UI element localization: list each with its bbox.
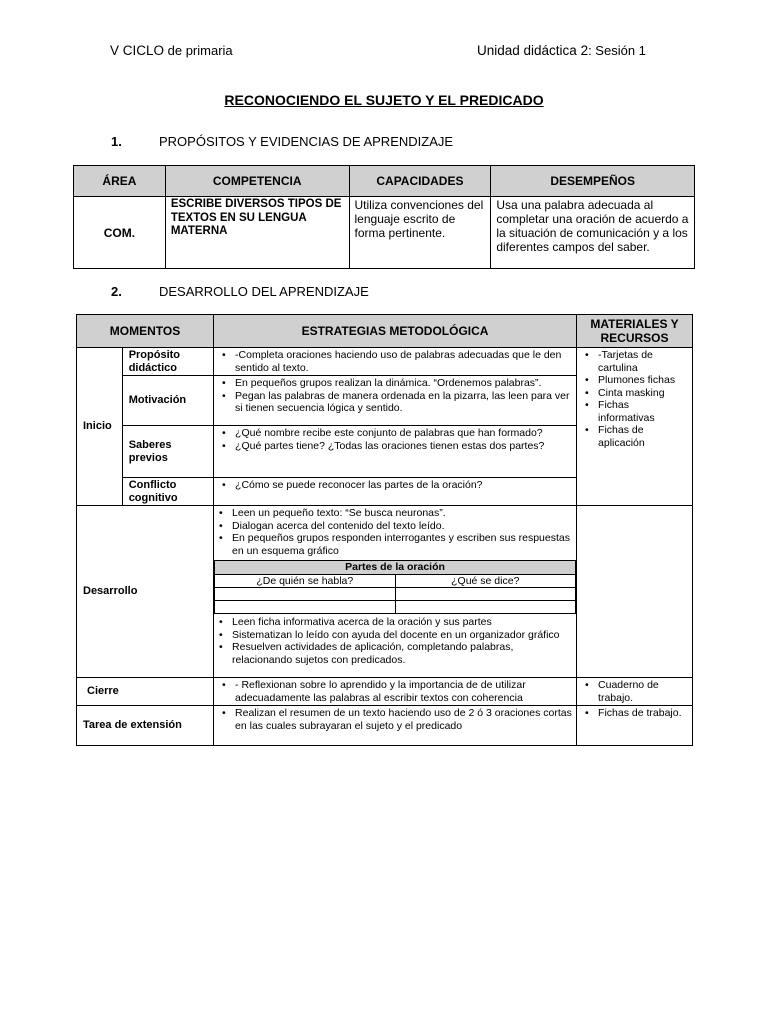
list-item: • En pequeños grupos responden interrogantes y escriben sus respuestas en un esquema gráfico — [232, 532, 572, 557]
materials-desarrollo — [577, 506, 693, 678]
list-item: • -Tarjetas de cartulina — [598, 349, 688, 374]
sub-saberes: Saberes previos — [122, 426, 213, 478]
moment-desarrollo: Desarrollo — [77, 506, 214, 678]
list-item: • En pequeños grupos realizan la dinámica. “Ordenemos palabras”. — [235, 377, 572, 390]
list-item: • - Reflexionan sobre lo aprendido y la importancia de de utilizar adecuadamente las palabras al escribir textos con coherencia — [235, 679, 572, 704]
header-cycle: V CICLO — [110, 43, 165, 58]
strategy-conflicto — [214, 478, 577, 506]
strategy-motivacion — [214, 376, 577, 426]
header-unit: Unidad didáctica 2 — [477, 43, 589, 58]
list-item: • Sistematizan lo leído con ayuda del docente en un organizador gráfico — [232, 629, 572, 642]
col-area: ÁREA — [74, 166, 166, 197]
competencia-cell: ESCRIBE DIVERSOS TIPOS DE TEXTOS EN SU LENGUA MATERNA — [165, 197, 349, 269]
list-item: • Cinta masking — [598, 387, 688, 400]
document-title: RECONOCIENDO EL SUJETO Y EL PREDICADO — [224, 92, 544, 108]
purposes-table — [73, 165, 695, 269]
table-row — [77, 678, 693, 706]
col-competencia: COMPETENCIA — [165, 166, 349, 197]
list-item: • Leen ficha informativa acerca de la oración y sus partes — [232, 616, 572, 629]
list-item: • Resuelven actividades de aplicación, completando palabras, relacionando sujetos con predicados. — [232, 641, 572, 666]
sentence-parts-table — [214, 560, 576, 614]
purposes-row — [74, 197, 695, 269]
page-header-right — [477, 43, 646, 58]
list-item: • Fichas informativas — [598, 399, 688, 424]
purposes-header-row — [74, 166, 695, 197]
sub-proposito: Propósito didáctico — [122, 348, 213, 376]
strategy-desarrollo — [214, 506, 577, 678]
desempenos-cell: Usa una palabra adecuada al completar una oración de acuerdo a la situación de comunicación y a los diferentes campos del saber. — [491, 197, 695, 269]
col-capacidades: CAPACIDADES — [349, 166, 491, 197]
list-item: • -Completa oraciones haciendo uso de palabras adecuadas que le den sentido al texto. — [235, 349, 572, 374]
list-item: • Realizan el resumen de un texto haciendo uso de 2 ó 3 oraciones cortas en las cuales subrayaran el sujeto y el predicado — [235, 707, 572, 732]
strategy-tarea — [214, 706, 577, 746]
learning-development-table — [76, 314, 693, 746]
list-item: • Fichas de trabajo. — [598, 707, 688, 720]
development-header-row — [77, 315, 693, 348]
page-header-left — [110, 43, 233, 58]
col-what: ¿Qué se dice? — [395, 574, 576, 588]
list-item: • Pegan las palabras de manera ordenada en la pizarra, las leen para ver si tienen secuencia lógica y sentido. — [235, 390, 572, 415]
list-item: • ¿Qué nombre recibe este conjunto de palabras que han formado? — [235, 427, 572, 440]
sentence-parts-title: Partes de la oración — [215, 561, 576, 575]
strategy-saberes — [214, 426, 577, 478]
strategy-proposito — [214, 348, 577, 376]
strategy-cierre — [214, 678, 577, 706]
header-session: : Sesión 1 — [588, 43, 646, 58]
table-row — [77, 348, 693, 376]
empty-cell — [215, 588, 396, 601]
list-item: • ¿Cómo se puede reconocer las partes de la oración? — [235, 479, 572, 492]
col-desempenos: DESEMPEÑOS — [491, 166, 695, 197]
table-row — [77, 706, 693, 746]
col-materiales: MATERIALES Y RECURSOS — [577, 315, 693, 348]
empty-cell — [215, 601, 396, 614]
moment-tarea: Tarea de extensión — [77, 706, 214, 746]
col-momentos: MOMENTOS — [77, 315, 214, 348]
col-who: ¿De quién se habla? — [215, 574, 396, 588]
list-item: • ¿Qué partes tiene? ¿Todas las oraciones tienen estas dos partes? — [235, 440, 572, 453]
materials-inicio — [577, 348, 693, 506]
moment-cierre: Cierre — [77, 678, 214, 706]
list-item: • Cuaderno de trabajo. — [598, 679, 688, 704]
col-estrategias: ESTRATEGIAS METODOLÓGICA — [214, 315, 577, 348]
sub-conflicto: Conflicto cognitivo — [122, 478, 213, 506]
moment-inicio: Inicio — [77, 348, 123, 506]
empty-cell — [395, 601, 576, 614]
list-item: • Fichas de aplicación — [598, 424, 688, 449]
section-1-number: 1. — [111, 134, 122, 149]
table-row — [77, 506, 693, 678]
materials-tarea — [577, 706, 693, 746]
empty-cell — [395, 588, 576, 601]
sub-motivacion: Motivación — [122, 376, 213, 426]
capacidades-cell: Utiliza convenciones del lenguaje escrito de forma pertinente. — [349, 197, 491, 269]
list-item: • Dialogan acerca del contenido del texto leído. — [232, 520, 572, 533]
materials-cierre — [577, 678, 693, 706]
list-item: • Leen un pequeño texto: “Se busca neuronas”. — [232, 507, 572, 520]
section-2-label: DESARROLLO DEL APRENDIZAJE — [159, 284, 369, 299]
section-2-number: 2. — [111, 284, 122, 299]
area-cell: COM. — [74, 197, 166, 269]
section-1-label: PROPÓSITOS Y EVIDENCIAS DE APRENDIZAJE — [159, 134, 454, 149]
list-item: • Plumones fichas — [598, 374, 688, 387]
header-level: de primaria — [164, 43, 233, 58]
